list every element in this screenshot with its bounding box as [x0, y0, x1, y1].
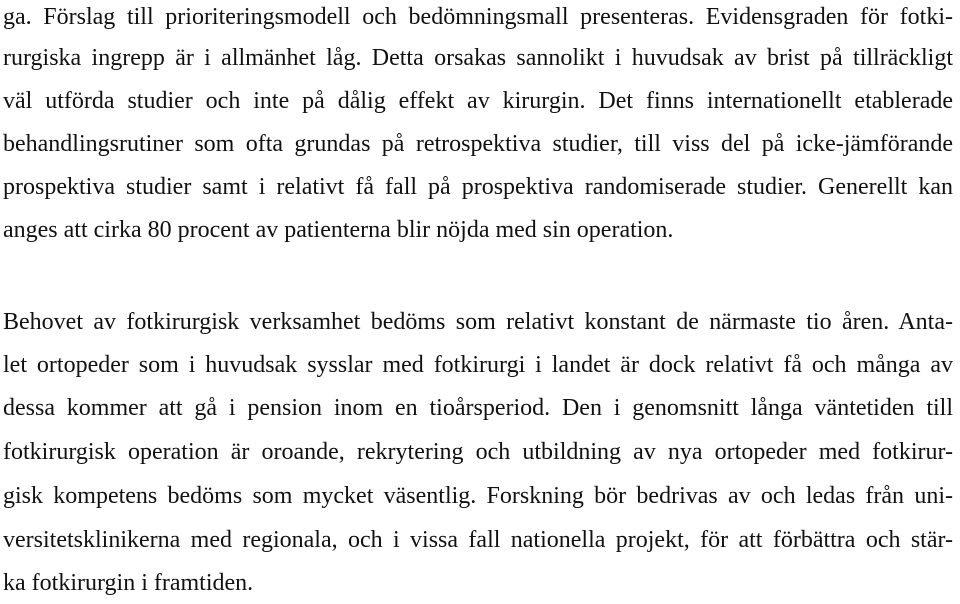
text-line: behandlingsrutiner som ofta grundas på retrospektiva studier, till viss del på icke-jämförande: [3, 131, 953, 157]
text-line: let ortopeder som i huvudsak sysslar med fotkirurgi i landet är dock relativt få och många av: [3, 352, 953, 378]
text-line: dessa kommer att gå i pension inom en tioårsperiod. Den i genomsnitt långa väntetiden till: [3, 395, 953, 421]
text-line: prospektiva studier samt i relativt få fall på prospektiva randomiserade studier. Generellt kan: [3, 174, 953, 200]
text-line: gisk kompetens bedöms som mycket väsentlig. Forskning bör bedrivas av och ledas från uni-: [3, 483, 953, 509]
text-line: fotkirurgisk operation är oroande, rekrytering och utbildning av nya ortopeder med fotkirur-: [3, 439, 953, 465]
text-line: väl utförda studier och inte på dålig effekt av kirurgin. Det finns internationellt etablerade: [3, 88, 953, 114]
text-line: ka fotkirurgin i framtiden.: [3, 570, 254, 596]
text-line: anges att cirka 80 procent av patienterna blir nöjda med sin operation.: [3, 217, 674, 243]
text-line: versitetsklinikerna med regionala, och i vissa fall nationella projekt, för att förbättra och stär-: [3, 527, 953, 553]
text-line: ga. Förslag till prioriteringsmodell och bedömningsmall presenteras. Evidensgraden för fotki-: [3, 4, 953, 30]
text-line: rurgiska ingrepp är i allmänhet låg. Detta orsakas sannolikt i huvudsak av brist på tillräckligt: [3, 45, 953, 71]
text-line: Behovet av fotkirurgisk verksamhet bedöms som relativt konstant de närmaste tio åren. Anta-: [3, 309, 953, 335]
